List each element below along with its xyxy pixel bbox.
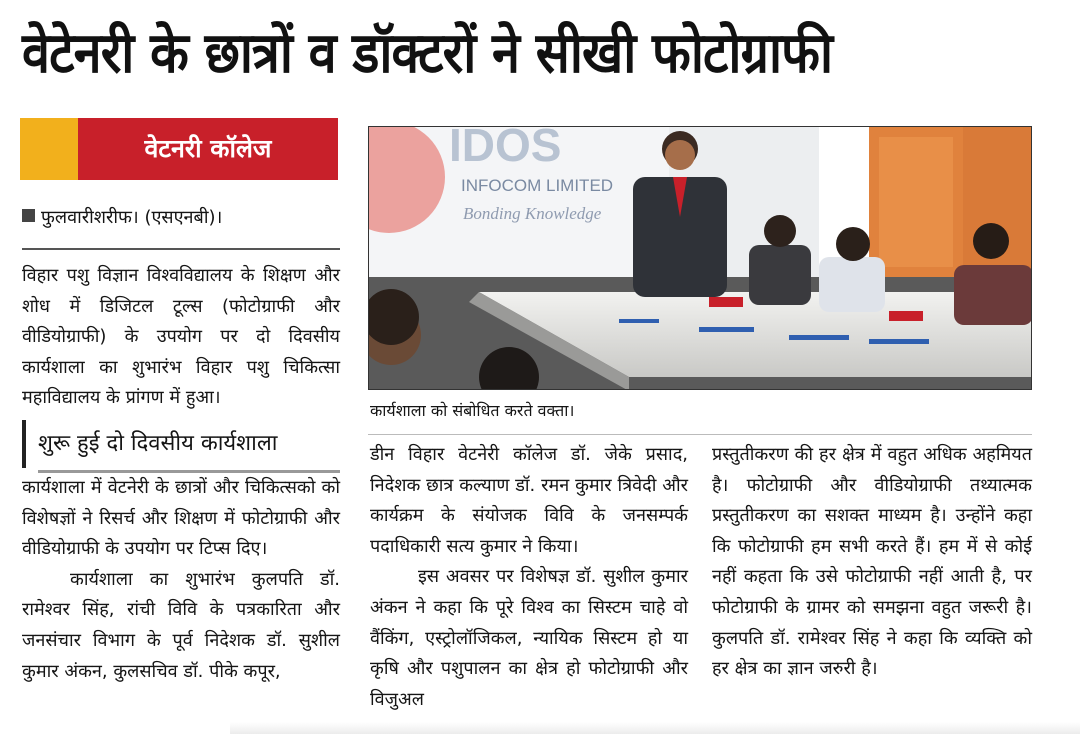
workshop-photo-illustration xyxy=(369,127,1032,390)
banner-company: INFOCOM LIMITED xyxy=(461,176,614,195)
article-column-1 xyxy=(22,473,340,687)
paragraph: कार्यशाला में वेटनेरी के छात्रों और चिकित्सको को विशेषज्ञों ने रिसर्च और शिक्षण में फोटोग्राफी और वीडियोग्राफी के उपयोग पर टिप्स दिए। xyxy=(22,477,340,560)
section-tag xyxy=(20,118,338,180)
photo-caption: कार्यशाला को संबोधित करते वक्ता। xyxy=(370,401,575,420)
article-column-3 xyxy=(712,440,1032,685)
article-column-2 xyxy=(370,440,688,715)
paragraph: कार्यशाला का शुभारंभ कुलपति डॉ. रामेश्वर सिंह, रांची विवि के पत्रकारिता और जनसंचार विभाग के पूर्व निदेशक डॉ. सुशील कुमार अंकन, कुलसचिव डॉ. पीके कपूर, xyxy=(22,568,340,682)
dateline-text: फुलवारीशरीफ। (एसएनबी)। xyxy=(41,207,223,228)
paragraph: इस अवसर पर विशेषज्ञ डॉ. सुशील कुमार अंकन ने कहा कि पूरे विश्व का सिस्टम चाहे वो वैंकिंग, एस्ट्रोलॉजिकल, न्यायिक सिस्टम हो या कृषि और पशुपालन का क्षेत्र हो फोटोग्राफी और विजुअल xyxy=(370,566,688,710)
section-tag-accent xyxy=(20,118,78,180)
section-tag-label: वेटनरी कॉलेज xyxy=(78,118,338,180)
headline: वेटेनरी के छात्रों व डॉक्टरों ने सीखी फोटोग्राफी xyxy=(22,21,833,86)
banner-logo: IDOS xyxy=(449,127,562,171)
divider xyxy=(22,248,340,250)
bullet-square-icon xyxy=(22,209,35,222)
banner-tagline: Bonding Knowledge xyxy=(463,204,602,223)
subhead: शुरू हुई दो दिवसीय कार्यशाला xyxy=(22,420,340,468)
intro-text: विहार पशु विज्ञान विश्वविद्यालय के शिक्षण और शोध में डिजिटल टूल्स (फोटोग्राफी और वीडियोग्राफी) के उपयोग पर दो दिवसीय कार्यशाला का शुभारंभ विहार पशु चिकित्सा महाविद्यालय के प्रांगण में हुआ। xyxy=(22,265,340,409)
news-photo xyxy=(368,126,1032,390)
caption-divider xyxy=(368,434,1032,435)
paragraph: प्रस्तुतीकरण की हर क्षेत्र में वहुत अधिक अहमियत है। फोटोग्राफी और वीडियोग्राफी तथ्यात्मक प्रस्तुतीकरण का सशक्त माध्यम है। उन्होंने कहा कि फोटोग्राफी हम सभी करते हैं। हम में से कोई नहीं कहता कि उसे फोटोग्राफी नहीं आती है, पर फोटोग्राफी के ग्रामर को समझना वहुत जरूरी है। कुलपति डॉ. रामेश्वर सिंह ने कहा कि व्यक्ति को हर क्षेत्र का ज्ञान जरुरी है। xyxy=(712,444,1032,680)
intro-paragraph xyxy=(22,261,340,414)
dateline xyxy=(22,204,340,232)
paragraph: डीन विहार वेटनेरी कॉलेज डॉ. जेके प्रसाद, निदेशक छात्र कल्याण डॉ. रमन कुमार त्रिवेदी और कार्यक्रम के संयोजक विवि के जनसम्पर्क पदाधिकारी सत्य कुमार ने किया। xyxy=(370,444,688,557)
page-edge xyxy=(230,722,1080,734)
